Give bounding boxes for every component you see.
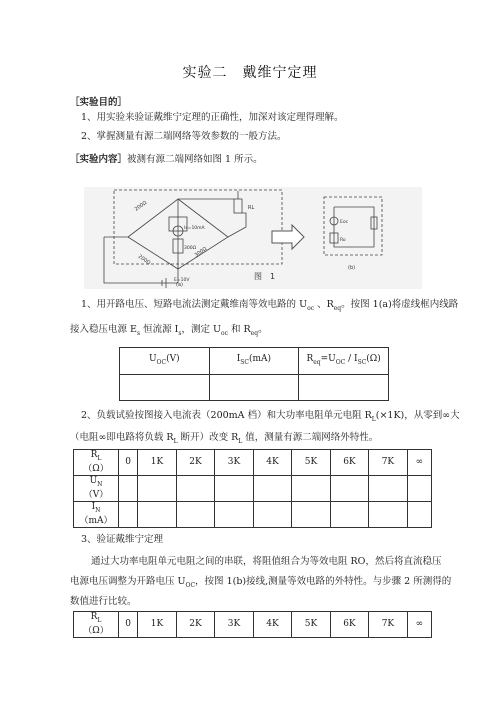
step2-line2: （电阻∞即电路将负载 $R_L$ 断开）改变 $R_L$ 值，测量有源二端网络外特性。: [70, 432, 379, 445]
step2-line1: 2、负载试验按图接入电流表（200mA 档）和大功率电阻单元电阻 $R_L(\times 1K)$，从零到∞大: [81, 410, 460, 423]
table-2: [73, 449, 432, 528]
t1-cell: [299, 375, 389, 401]
purpose-item-1: 1、用实验来验证戴维宁定理的正确性，加深对该定理得理解。: [81, 112, 344, 123]
t3-value: 3K: [215, 612, 253, 638]
t3-value: 0: [119, 612, 138, 638]
t2-value: ∞: [407, 450, 431, 476]
step3-para1: 通过大功率电阻单元电阻之间的串联，将阻值组合为等效电阻 RO，然后将直流稳压: [91, 556, 442, 567]
t2-value: 5K: [292, 450, 330, 476]
t1-header-uoc: $U_{OC}(V)$: [120, 348, 210, 375]
t2-value: 1K: [138, 450, 176, 476]
step3-para2: 电源电压调整为开路电压 $U_{OC}$，按图 1(b)接线,测量等效电路的外特性。与步骤 2 所测得的: [70, 576, 452, 589]
t2-value: 3K: [215, 450, 253, 476]
step3-header: 3、验证戴维宁定理: [81, 534, 164, 545]
table-1: [119, 347, 389, 401]
r2-label: 200Ω: [136, 253, 152, 267]
t2-row-label-rl: $R_L$ （Ω）: [74, 450, 119, 476]
t2-row-label-un: $U_N$ （V）: [74, 476, 119, 502]
ro-label: Ro: [340, 238, 346, 243]
t3-value: 5K: [292, 612, 330, 638]
step1-line2: 接入稳压电源 $E_s$ 恒流源 $I_s$，测定 $U_{oc}$ 和 $R_{eq}$。: [70, 324, 268, 337]
t1-header-isc: $I_{SC}(mA)$: [209, 348, 299, 375]
t1-header-req: $R_{eq}=U_{OC} / I_{SC}(\Omega)$: [299, 348, 389, 375]
t3-row-label-rl: $R_L$ （Ω）: [74, 612, 119, 638]
step1-line1: 1、用开路电压、短路电流法测定戴维南等效电路的 $U_{oc}$ 、$R_{eq}$。按图 1(a)将虚线框内线路: [81, 299, 459, 312]
figure-caption: 图 1: [254, 272, 276, 281]
t3-value: 4K: [253, 612, 291, 638]
t2-value: 6K: [330, 450, 368, 476]
t3-value: 1K: [138, 612, 176, 638]
t1-cell: [120, 375, 210, 401]
r3-label: 300Ω: [193, 246, 209, 259]
circuit-figure: [84, 187, 422, 289]
figure-label-a: (a): [176, 282, 183, 288]
r4-label: 300Ω: [184, 246, 197, 251]
t2-value: 4K: [253, 450, 291, 476]
content-header: ［实验内容］被测有源二端网络如图 1 所示。: [70, 154, 263, 165]
eoc-label: Eoc: [340, 220, 349, 225]
t3-value: ∞: [407, 612, 431, 638]
t2-row-label-in: $I_N$ （mA）: [74, 502, 119, 528]
t1-cell: [209, 375, 299, 401]
t2-value: 7K: [369, 450, 407, 476]
t3-value: 6K: [330, 612, 368, 638]
rl-label: RL: [248, 205, 255, 211]
page-title: 实验二 戴维宁定理: [182, 65, 318, 81]
circuit-diagram: [84, 187, 422, 289]
figure-label-b: (b): [348, 265, 356, 271]
r1-label: 200Ω: [133, 200, 149, 213]
purpose-item-2: 2、掌握测量有源二端网络等效参数的一般方法。: [81, 131, 287, 142]
t2-value: 2K: [176, 450, 214, 476]
t3-value: 7K: [369, 612, 407, 638]
table-3: [73, 611, 432, 638]
t2-value: 0: [119, 450, 138, 476]
t3-value: 2K: [176, 612, 214, 638]
content-intro: 被测有源二端网络如图 1 所示。: [127, 154, 263, 165]
is-label: Is=10mA: [184, 226, 205, 231]
purpose-header: ［实验目的］: [70, 97, 128, 108]
step3-para3: 数值进行比较。: [70, 596, 137, 607]
es-label: E=10V: [174, 278, 190, 283]
